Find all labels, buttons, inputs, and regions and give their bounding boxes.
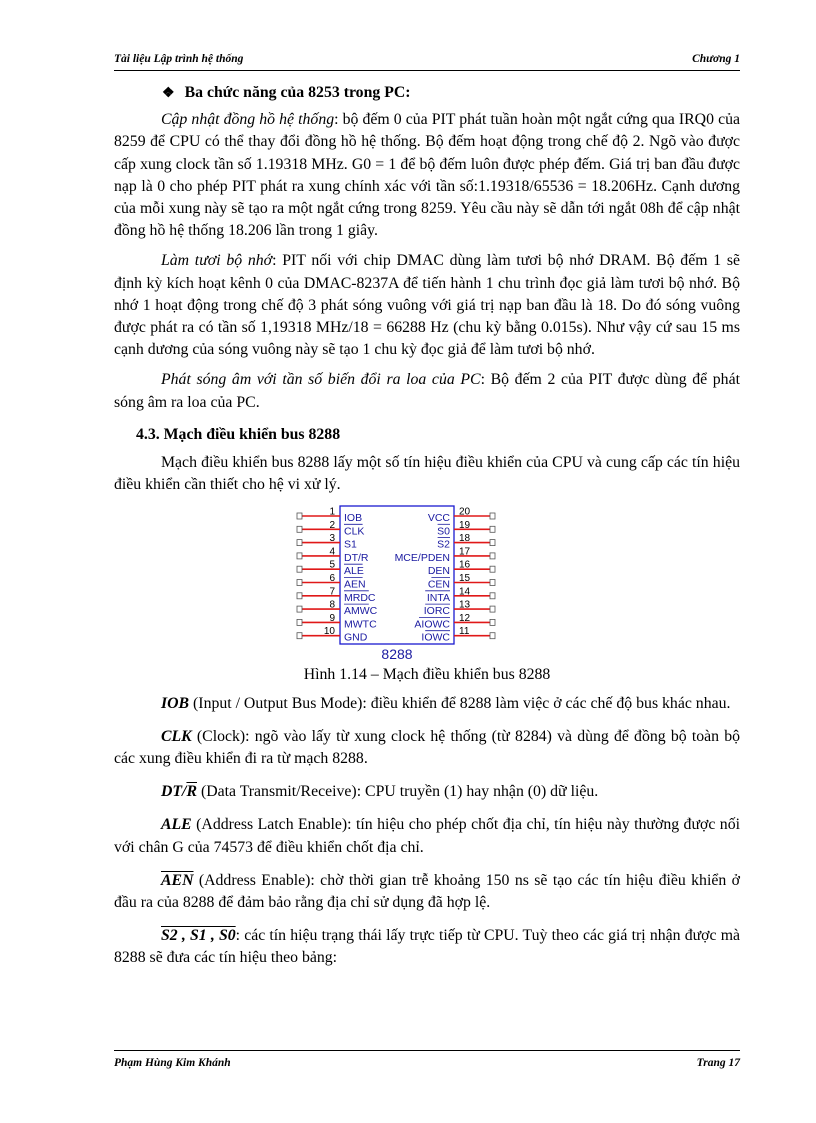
pin-terminal <box>297 527 302 533</box>
pin-label: IORC <box>423 605 450 618</box>
definition-item <box>114 726 740 770</box>
bullet-heading-text: Ba chức năng của 8253 trong PC: <box>184 84 411 101</box>
pin-label: CLK <box>344 525 365 538</box>
pin-terminal <box>297 620 302 626</box>
pin-number: 4 <box>329 546 335 558</box>
pin-number: 12 <box>459 613 471 625</box>
pin-number: 5 <box>329 560 335 572</box>
chip-8288-svg <box>114 502 740 664</box>
pin-number: 13 <box>459 600 471 612</box>
definition-item <box>114 781 740 803</box>
pin-terminal <box>297 513 302 519</box>
definition-term: IOB <box>161 694 190 712</box>
section-heading: 4.3. Mạch điều khiển bus 8288 <box>136 425 341 443</box>
pin-label: AIOWC <box>414 618 450 631</box>
page-body <box>114 76 740 981</box>
definition-text: (Clock): ngõ vào lấy từ xung clock hệ thống (từ 8284) và dùng để đồng bộ toàn bộ các xung điều khiển đi ra từ mạch 8288. <box>114 727 740 768</box>
para1-text: : bộ đếm 0 của PIT phát tuần hoàn một ngắt cứng qua IRQ0 của 8259 để CPU có thể thay đổi đồng hồ hệ thống. Bộ đếm hoạt động trong chế độ 2. Ngõ vào được cấp xung clock tần số 1.19318 MHz. G0 = 1 để bộ đếm luôn được phép đếm. Giá trị ban đầu được nạp là 0 cho phép PIT phát ra xung chính xác với tần số:1.19318/65536 = 18.206Hz. Cạnh dương của mỗi xung này sẽ tạo ra một ngắt cứng trong 8259. Yêu cầu này sẽ dẫn tới ngắt 08h để cập nhật đồng hồ hệ thống 18.206 lần trong 1 giây. <box>114 111 740 240</box>
pin-label: INTA <box>426 592 450 605</box>
pin-number: 16 <box>459 560 471 572</box>
pin-terminal <box>490 580 495 586</box>
definition-item <box>114 925 740 969</box>
pin-number: 8 <box>329 600 335 612</box>
pin-number: 2 <box>329 520 335 532</box>
pin-number: 6 <box>329 573 335 585</box>
pin-number: 7 <box>329 586 335 598</box>
definition-term: CLK <box>161 727 192 745</box>
pin-label: IOWC <box>421 632 450 645</box>
page-footer <box>114 1050 740 1069</box>
pin-terminal <box>297 553 302 559</box>
definition-item <box>114 870 740 914</box>
pin-terminal <box>297 540 302 546</box>
pin-label: AMWC <box>344 605 378 618</box>
definition-term: S2 , S1 , S0 <box>161 927 236 945</box>
pin-terminal <box>297 593 302 599</box>
pin-terminal <box>297 607 302 613</box>
pin-label: AEN <box>344 578 366 591</box>
pin-number: 11 <box>459 626 470 638</box>
para2-term: Làm tươi bộ nhớ <box>161 252 273 270</box>
definition-item <box>114 693 740 715</box>
pin-label: S2 <box>437 539 450 552</box>
pin-label: MCE/PDEN <box>394 552 450 565</box>
pin-number: 19 <box>459 520 471 532</box>
header-doc-title: Tài liệu Lập trình hệ thống <box>114 53 244 65</box>
definition-term: ALE <box>161 816 192 834</box>
page-header <box>114 50 740 71</box>
paragraph-clock-update <box>114 109 740 242</box>
pin-number: 18 <box>459 533 471 545</box>
pin-terminal <box>490 527 495 533</box>
pin-label: MWTC <box>344 618 377 631</box>
pin-label: CEN <box>427 578 450 591</box>
paragraph-8288-intro: Mạch điều khiển bus 8288 lấy một số tín hiệu điều khiển của CPU và cung cấp các tín hiệu điều khiển cần thiết cho hệ vi xử lý. <box>114 454 740 494</box>
pin-number: 3 <box>329 533 335 545</box>
definition-text: (Data Transmit/Receive): CPU truyền (1) hay nhận (0) dữ liệu. <box>197 783 599 801</box>
pin-terminal <box>297 633 302 639</box>
definition-term: $\overline{AEN}$ <box>161 871 194 889</box>
para3-term: Phát sóng âm với tần số biến đổi ra loa của PC <box>161 371 481 389</box>
pin-terminal <box>490 553 495 559</box>
footer-page-number: Trang 17 <box>696 1057 740 1069</box>
pin-number: 15 <box>459 573 471 585</box>
chip-name: 8288 <box>381 646 413 663</box>
figure-caption: Hình 1.14 – Mạch điều khiển bus 8288 <box>303 666 551 684</box>
paragraph-speaker-tone <box>114 369 740 413</box>
pin-number: 1 <box>329 506 335 518</box>
pin-terminal <box>490 633 495 639</box>
pin-terminal <box>490 540 495 546</box>
pin-label: IOB <box>344 512 363 525</box>
pin-terminal <box>490 593 495 599</box>
pin-terminal <box>490 567 495 573</box>
pin-label: ALE <box>344 565 364 578</box>
definition-term: $DT/\overline{R}$ <box>161 783 197 801</box>
pin-number: 9 <box>329 613 335 625</box>
definitions-list <box>114 693 740 970</box>
footer-author: Phạm Hùng Kim Khánh <box>114 1057 231 1069</box>
definition-text: (Address Enable): chờ thời gian trễ khoảng 150 ns sẽ tạo các tín hiệu điều khiển ở đầu ra của 8288 để đảm bảo rằng địa chỉ sử dụng đã hợp lệ. <box>114 871 740 912</box>
definition-text: : các tín hiệu trạng thái lấy trực tiếp từ CPU. Tuỳ theo các giá trị nhận được mà 8288 sẽ đưa các tín hiệu theo bảng: <box>114 927 741 967</box>
pin-label: S0 <box>437 525 450 538</box>
paragraph-memory-refresh <box>114 250 740 361</box>
pin-number: 10 <box>323 626 335 638</box>
pin-terminal <box>490 620 495 626</box>
pin-label: GND <box>344 632 368 645</box>
pin-label: DT/R <box>344 552 369 565</box>
pin-label: DEN <box>427 565 450 578</box>
definition-text: (Input / Output Bus Mode): điều khiển để 8288 làm việc ở các chế độ bus khác nhau. <box>189 694 731 712</box>
bullet-heading <box>162 82 740 105</box>
para3-text: : Bộ đếm 2 của PIT được dùng để phát sóng âm ra loa của PC. <box>114 371 740 411</box>
header-chapter: Chương 1 <box>692 53 740 65</box>
para2-text: : PIT nối với chip DMAC dùng làm tươi bộ nhớ DRAM. Bộ đếm 1 sẽ định kỳ kích hoạt kênh 0 của DMAC-8237A để tiến hành 1 chu trình đọc giả làm tươi bộ nhớ. Bộ nhớ 1 hoạt động trong chế độ 3 phát sóng vuông với giá trị nạp ban đầu là 18. Do đó sóng vuông được phát ra có tần số 1,19318 MHz/18 = 66288 Hz (chu kỳ bằng 0.015s). Như vậy cứ sau 15 ms cạnh dương của sóng vuông này sẽ tạo 1 chu kỳ đọc giả để làm tươi bộ nhớ. <box>114 252 740 359</box>
pin-terminal <box>297 580 302 586</box>
pin-label: MRDC <box>344 592 376 605</box>
pin-label: S1 <box>344 539 357 552</box>
pin-terminal <box>297 567 302 573</box>
pin-terminal <box>490 513 495 519</box>
para1-term: Cập nhật đồng hồ hệ thống <box>161 111 335 129</box>
definition-text: (Address Latch Enable): tín hiệu cho phép chốt địa chỉ, tín hiệu này thường được nối với chân G của 74573 để điều khiển chốt địa chỉ. <box>114 816 740 856</box>
pin-number: 17 <box>459 546 471 558</box>
definition-item <box>114 814 740 858</box>
pin-terminal <box>490 607 495 613</box>
pin-number: 20 <box>459 506 471 518</box>
pin-label: VCC <box>427 512 450 525</box>
diamond-bullet-icon: ❖ <box>162 86 175 101</box>
pin-number: 14 <box>459 586 471 598</box>
chip-diagram <box>114 502 740 664</box>
